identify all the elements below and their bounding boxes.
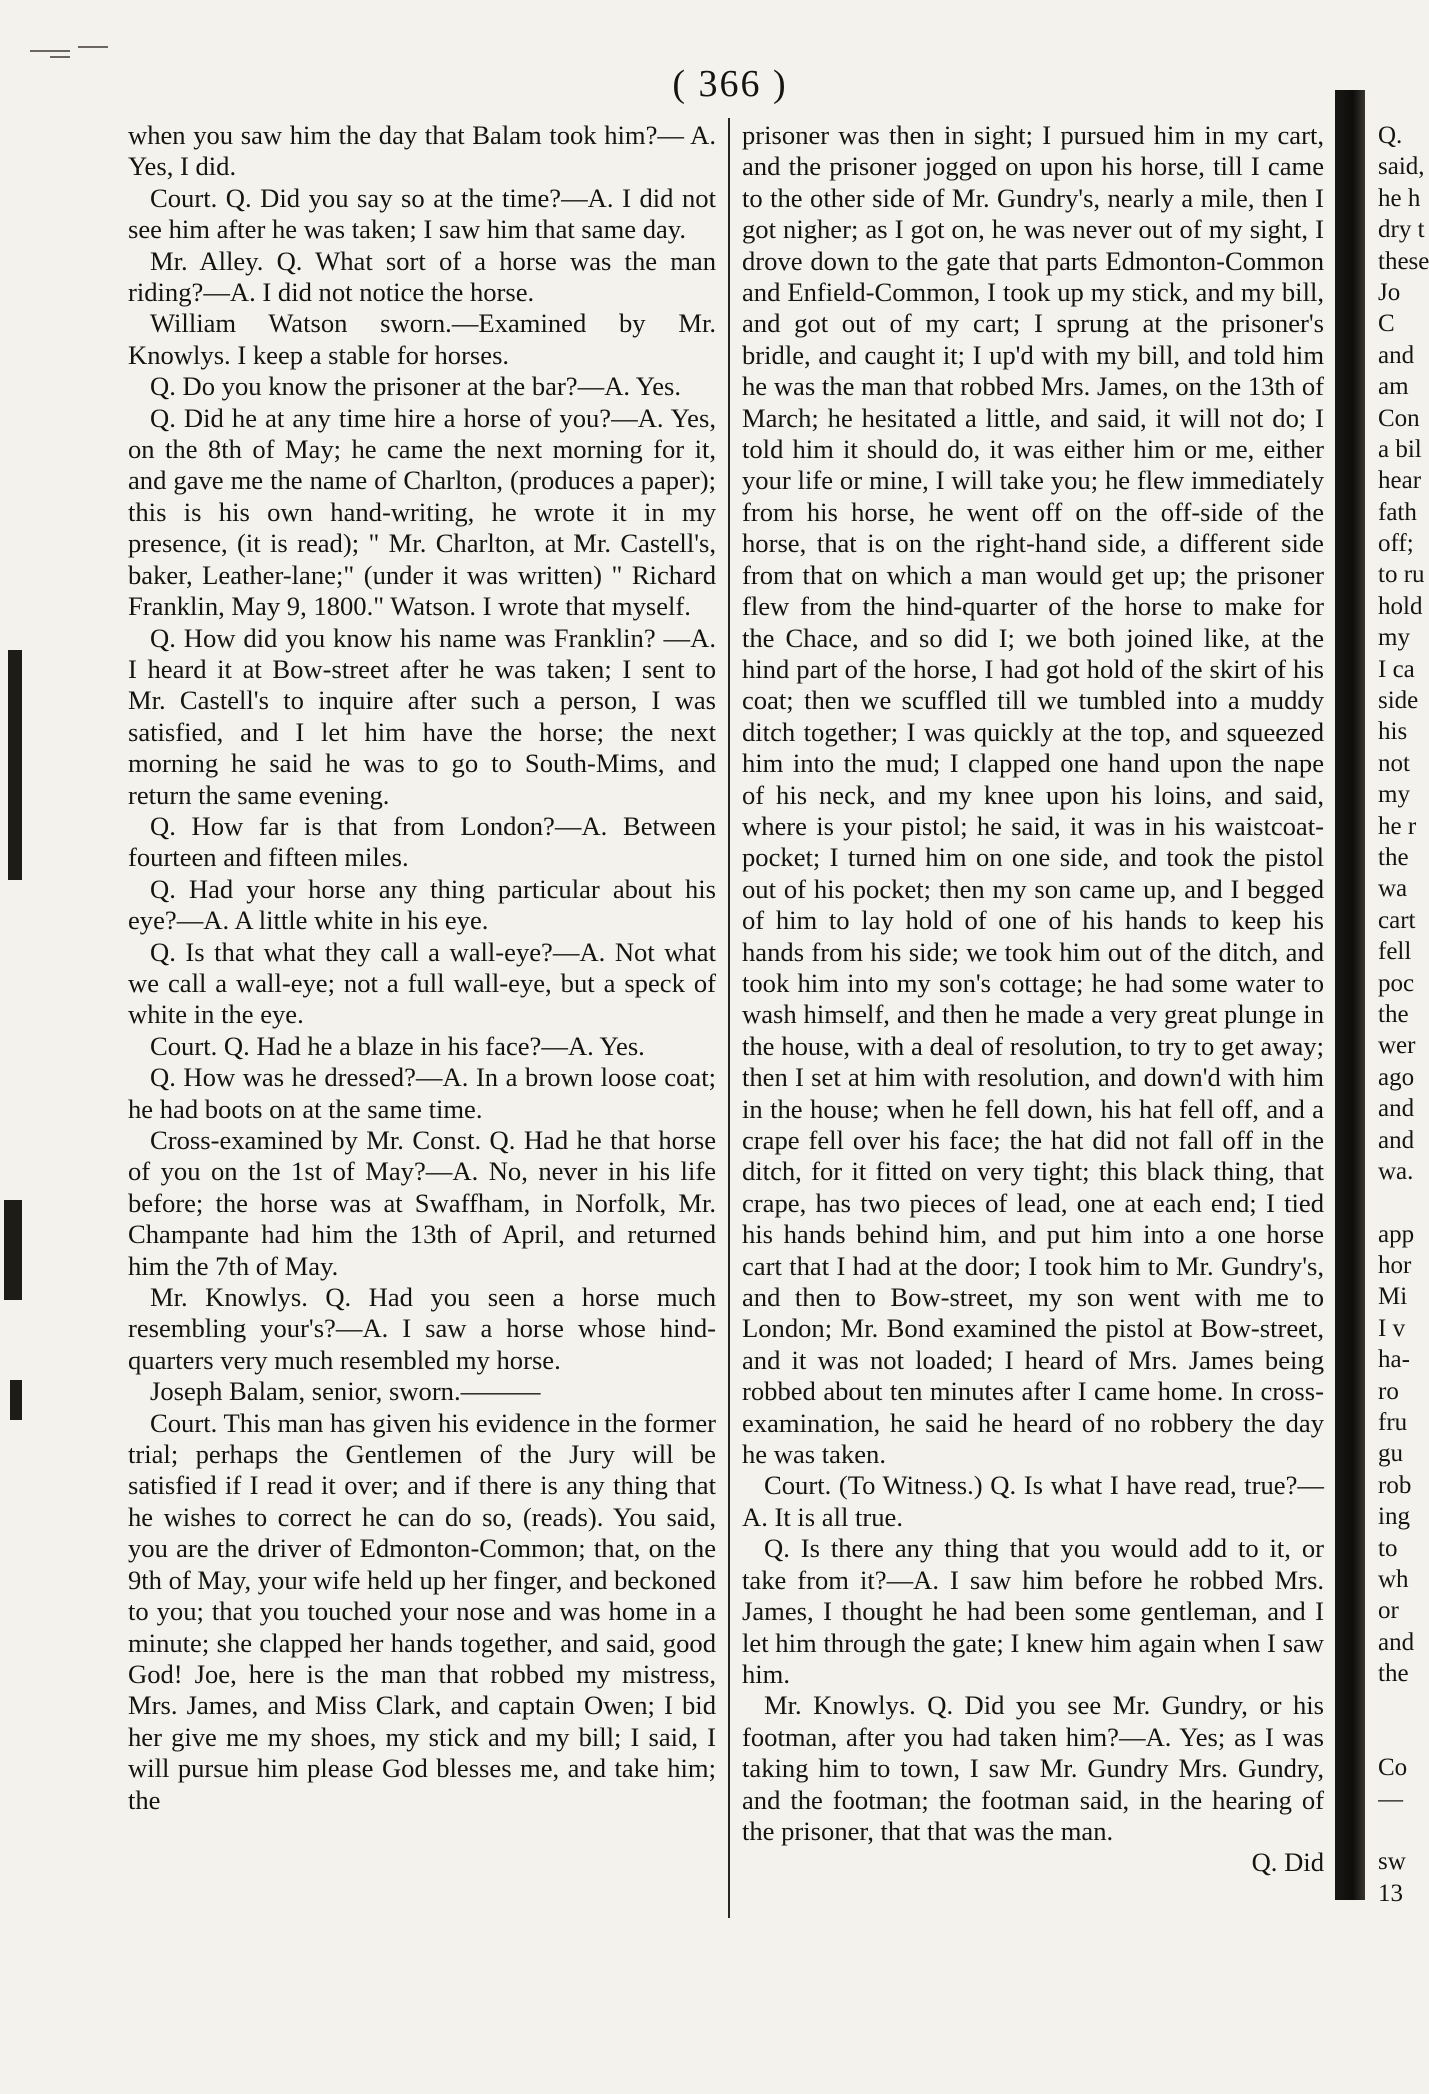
paragraph: Q. How far is that from London?—A. Between fourteen and fifteen miles. xyxy=(128,810,716,873)
page-number: ( 366 ) xyxy=(672,63,788,105)
fragment-line: Mi xyxy=(1378,1283,1408,1311)
fragment-line: hor xyxy=(1378,1252,1412,1280)
fragment-line: I v xyxy=(1378,1314,1406,1342)
fragment-line: wer xyxy=(1378,1032,1416,1060)
fragment-line: hold xyxy=(1378,592,1423,620)
fragment-line: and xyxy=(1378,1095,1415,1123)
fragment-line: wh xyxy=(1378,1565,1409,1593)
paragraph: Court. (To Witness.) Q. Is what I have read, true?—A. It is all true. xyxy=(742,1470,1324,1532)
fragment-line: to xyxy=(1378,1534,1398,1562)
fragment-line: his xyxy=(1378,718,1408,746)
paragraph: Q. Had your horse any thing particular about his eye?—A. A little white in his eye. xyxy=(128,873,716,936)
fragment-line: fath xyxy=(1378,498,1417,526)
fragment-line: Con xyxy=(1378,404,1420,432)
fragment-line: 13 xyxy=(1378,1879,1403,1907)
fragment-line: dry t xyxy=(1378,216,1425,244)
fragment-line: and xyxy=(1378,1126,1415,1154)
paragraph: Cross-examined by Mr. Const. Q. Had he that horse of you on the 1st of May?—A. No, never in his life before; the horse was at Swaffham, in Norfolk, Mr. Champante had him the 13th of April, and returned him the 7th of May. xyxy=(128,1125,716,1281)
fragment-line: my xyxy=(1378,624,1410,652)
paragraph: Court. Q. Had he a blaze in his face?—A. Yes. xyxy=(150,1030,645,1061)
fragment-line: a bil xyxy=(1378,435,1422,463)
fragment-line: ago xyxy=(1378,1063,1415,1091)
fragment-line: these xyxy=(1378,247,1429,275)
fragment-line: he h xyxy=(1378,184,1421,212)
paragraph: Court. Q. Did you say so at the time?—A. I did not see him after he was taken; I saw him that same day. xyxy=(128,182,716,245)
paragraph: Court. This man has given his evidence in the former trial; perhaps the Gentlemen of the Jury will be satisfied if I read it over; and if there is any thing that he wishes to correct he can do so, (reads). You said, you are the driver of Edmonton-Common; that, on the 9th of May, your wife held up her finger, and beckoned to you; that you touched your nose and was home in a minute; she clapped her hands together, and said, good God! Joe, here is the man that robbed my mistress, Mrs. James, and Miss Clark, and captain Owen; I bid her give me my shoes, my stick and my bill; I said, I will pursue him please God blesses me, and take him; the xyxy=(128,1407,716,1815)
catchword: Q. Did xyxy=(1251,1847,1324,1878)
fragment-line xyxy=(1378,1690,1429,1721)
fragment-line: and xyxy=(1378,341,1415,369)
paragraph: Q. How did you know his name was Franklin? —A. I heard it at Bow-street after he was taken; I sent to Mr. Castell's to inquire after such a person, I was satisfied, and I let him have the horse; the next morning he said he was to go to South-Mims, and return the same evening. xyxy=(128,622,716,810)
fragment-line: hear xyxy=(1378,467,1422,495)
fragment-line: Co xyxy=(1378,1754,1408,1782)
column-divider xyxy=(728,118,730,1918)
fragment-line xyxy=(1378,1187,1429,1218)
paragraph: Joseph Balam, senior, sworn.——— xyxy=(150,1376,541,1407)
fragment-line: poc xyxy=(1378,969,1415,997)
fragment-line: my xyxy=(1378,781,1410,809)
fragment-line: the xyxy=(1378,1000,1409,1028)
fragment-line: to ru xyxy=(1378,561,1425,589)
fragment-line xyxy=(1378,1815,1429,1846)
fragment-line: Q. xyxy=(1378,122,1403,149)
fragment-line: Jo xyxy=(1378,278,1401,306)
fragment-line: wa xyxy=(1378,875,1408,903)
fragment-line: fell xyxy=(1378,938,1412,966)
fragment-line: and xyxy=(1378,1628,1415,1656)
fragment-line: the xyxy=(1378,1660,1409,1688)
fragment-line: gu xyxy=(1378,1440,1403,1468)
paragraph: Mr. Knowlys. Q. Did you see Mr. Gundry, or his footman, after you had taken him?—A. Yes; as I was taking him to town, I saw Mr. Gundry Mrs. Gundry, and the footman; the footman said, in the hearing of the prisoner, that that was the man. xyxy=(742,1690,1324,1846)
fragment-line: ha- xyxy=(1378,1346,1410,1374)
fragment-line: wa. xyxy=(1378,1157,1414,1185)
fragment-line: not xyxy=(1378,749,1410,777)
paragraph: William Watson sworn.—Examined by Mr. Knowlys. I keep a stable for horses. xyxy=(128,308,716,370)
fragment-line: I ca xyxy=(1378,655,1415,683)
fragment-line: app xyxy=(1378,1220,1415,1248)
fragment-line: rob xyxy=(1378,1471,1412,1499)
paragraph: Q. Is there any thing that you would add to it, or take from it?—A. I saw him before he robbed Mrs. James, I thought he had been some gentleman, and I let him through the gate; I knew him again when I saw him. xyxy=(742,1533,1324,1689)
binding-edge-marks xyxy=(0,0,60,2094)
fragment-line: side xyxy=(1378,687,1419,715)
binding-shadow xyxy=(1335,90,1365,1900)
fragment-line: ing xyxy=(1378,1503,1410,1531)
paragraph: Q. How was he dressed?—A. In a brown loose coat; he had boots on at the same time. xyxy=(128,1062,716,1124)
fragment-line: fru xyxy=(1378,1409,1408,1437)
middle-column xyxy=(742,120,1324,1879)
fragment-line: said, xyxy=(1378,153,1425,181)
fragment-line: C xyxy=(1378,310,1395,338)
paragraph: Q. Did he at any time hire a horse of you?—A. Yes, on the 8th of May; he came the next morning for it, and gave me the name of Charlton, (produces a paper); this is his own hand-writing, he wrote it in my presence, (it is read); " Mr. Charlton, at Mr. Castell's, baker, Leather-lane;" (under it was written) " Richard Franklin, May 9, 1800." Watson. I wrote that myself. xyxy=(128,402,716,622)
paragraph: when you saw him the day that Balam took him?— A. Yes, I did. xyxy=(128,120,716,182)
paragraph: prisoner was then in sight; I pursued him in my cart, and the prisoner jogged on upon his horse, till I came to the other side of Mr. Gundry's, nearly a mile, then I got nigher; as I got on, he was never out of my sight, I drove down to the gate that parts Edmonton-Common and Enfield-Common, I took up my stick, and my bill, and got out of my cart; I sprung at the prisoner's bridle, and caught it; I up'd with my bill, and told him he was the man that robbed Mrs. James, on the 13th of March; he hesitated a little, and said, it will not do; I told him it should do, it was either him or me, either your life or mine, I will take you; he flew immediately from his horse, he went off on the off-side of the horse, that is on the right-hand side, a different side from that on which a man would get up; the prisoner flew from the hind-quarter of the horse to make for the Chace, and so did I; we both joined like, at the hind part of the horse, I had got hold of the skirt of his coat; then we scuffled till we tumbled into a muddy ditch together; I was quickly at the top, and squeezed him into the mud; I clapped one hand upon the nape of his neck, and my knee upon his loins, and said, where is your pistol; he said, it was in his waistcoat-pocket; I turned him on one side, and took the pistol out of his pocket; then my son came up, and I begged of him to lay hold of one of his hands to keep his hands from his side; we took him out of the ditch, and took him into my son's cottage; he had some water to wash himself, and then he made a very great plunge in the house, with a deal of resolution, to try to get away; then I set at him with resolution, and down'd with him in the house; when he fell down, his hat fell off, and a crape fell over his face; the hat did not fall off in the ditch, for it fitted on very tight; this black thing, that crape, has two pieces of lead, one at each end; I tied his hands behind him, and put him into a one horse cart that I had at the door; I took him to Mr. Gundry's, and then to Bow-street, my son went with me to London; Mr. Bond examined the pistol at Bow-street, and it was not loaded; I heard of Mrs. James being robbed about ten minutes after I came home. In cross-examination, he said he heard of no robbery the day he was taken. xyxy=(742,120,1324,1470)
fragment-line: cart xyxy=(1378,906,1416,934)
fragment-line: — xyxy=(1378,1785,1403,1813)
fragment-line: ro xyxy=(1378,1377,1399,1405)
fragment-line xyxy=(1378,1721,1429,1752)
paragraph: Mr. Alley. Q. What sort of a horse was the man riding?—A. I did not notice the horse. xyxy=(128,245,716,308)
fragment-line: he r xyxy=(1378,812,1417,840)
fragment-line: sw xyxy=(1378,1848,1406,1876)
paragraph: Mr. Knowlys. Q. Had you seen a horse much resembling your's?—A. I saw a horse whose hind-quarters very much resembled my horse. xyxy=(128,1282,716,1375)
paragraph: Q. Is that what they call a wall-eye?—A. Not what we call a wall-eye; not a full wall-eye, but a speck of white in the eye. xyxy=(128,936,716,1030)
fragment-line: the xyxy=(1378,843,1409,871)
fragment-line: am xyxy=(1378,373,1409,401)
right-column-fragments xyxy=(1378,120,1429,1909)
fragment-line: or xyxy=(1378,1597,1399,1625)
left-column xyxy=(128,120,716,1816)
fragment-line: off; xyxy=(1378,530,1414,558)
paragraph: Q. Do you know the prisoner at the bar?—A. Yes. xyxy=(150,371,682,402)
